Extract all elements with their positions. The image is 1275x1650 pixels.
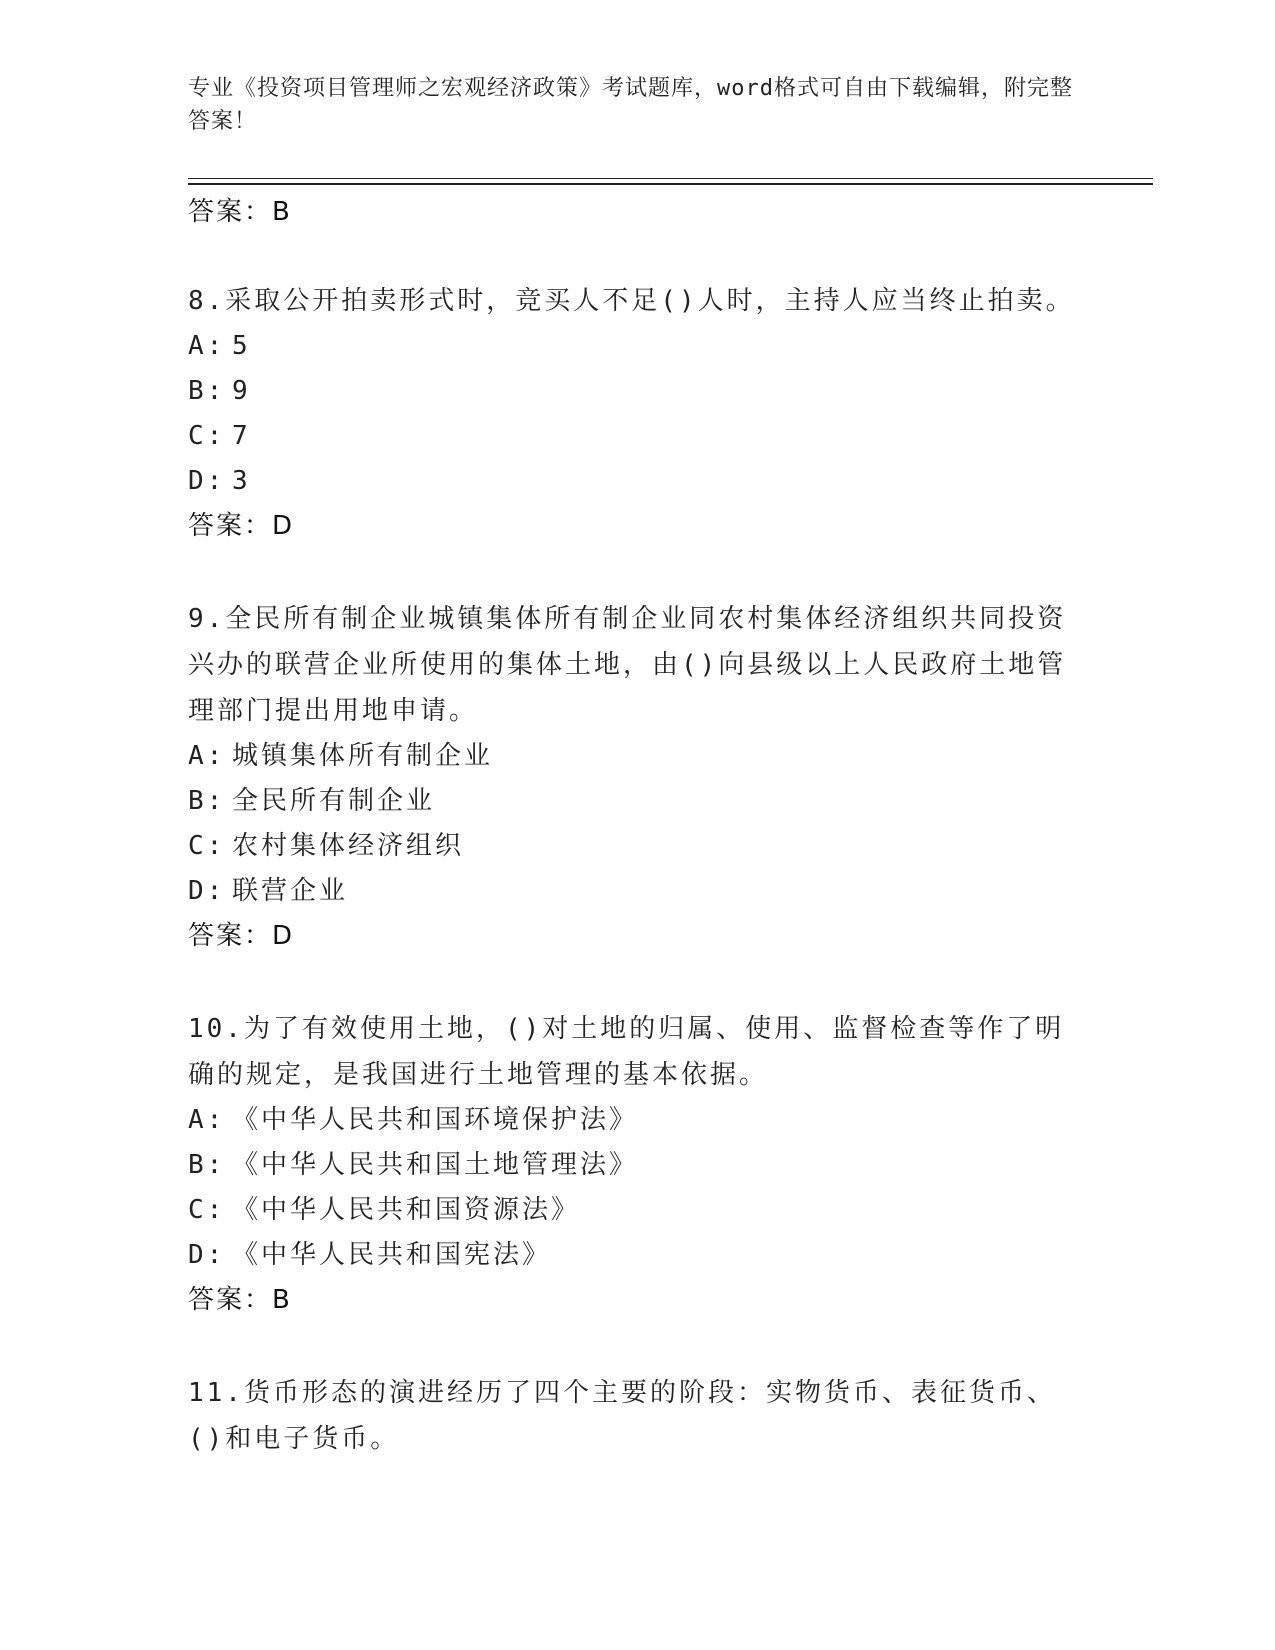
option-text: 7: [232, 421, 251, 451]
option-b: [188, 1143, 1088, 1188]
option-letter: B:: [188, 786, 226, 816]
header-rule-thick: [188, 183, 1153, 185]
question-stem: 9.全民所有制企业城镇集体所有制企业同农村集体经济组织共同投资兴办的联营企业所使用的集体土地，由()向县级以上人民政府土地管理部门提出用地申请。: [188, 604, 1067, 726]
option-c: [188, 414, 1088, 459]
question-list: [188, 190, 1088, 1462]
option-text: 《中华人民共和国土地管理法》: [232, 1150, 639, 1180]
option-text: 《中华人民共和国资源法》: [232, 1195, 581, 1225]
option-letter: C:: [188, 831, 226, 861]
option-letter: D:: [188, 1240, 226, 1270]
option-text: 城镇集体所有制企业: [232, 741, 494, 771]
option-d: [188, 1233, 1088, 1278]
option-b: [188, 369, 1088, 414]
option-letter: A:: [188, 1105, 226, 1135]
option-b: [188, 779, 1088, 824]
option-text: 联营企业: [232, 876, 349, 906]
option-text: 全民所有制企业: [232, 786, 436, 816]
option-a: [188, 324, 1088, 369]
document-header: 专业《投资项目管理师之宏观经济政策》考试题库，word格式可自由下载编辑，附完整答案！: [188, 76, 1073, 134]
answer-line: 答案：D: [188, 921, 295, 951]
option-text: 《中华人民共和国宪法》: [232, 1240, 552, 1270]
answer-line: 答案：D: [188, 511, 295, 541]
option-letter: A:: [188, 331, 226, 361]
option-letter: D:: [188, 466, 226, 496]
question-stem: 11.货币形态的演进经历了四个主要的阶段：实物货币、表征货币、()和电子货币。: [188, 1378, 1056, 1454]
option-text: 5: [232, 331, 251, 361]
option-text: 3: [232, 466, 251, 496]
answer-line: 答案：B: [188, 1285, 292, 1315]
option-letter: A:: [188, 741, 226, 771]
question-10: [188, 1006, 1088, 1322]
option-a: [188, 1098, 1088, 1143]
question-9: [188, 596, 1088, 958]
option-letter: B:: [188, 1150, 226, 1180]
question-stem: 10.为了有效使用土地，()对土地的归属、使用、监督检查等作了明确的规定，是我国进行土地管理的基本依据。: [188, 1014, 1065, 1090]
option-text: 9: [232, 376, 251, 406]
option-letter: B:: [188, 376, 226, 406]
option-letter: C:: [188, 1195, 226, 1225]
option-d: [188, 869, 1088, 914]
option-letter: C:: [188, 421, 226, 451]
question-stem: 8.采取公开拍卖形式时，竞买人不足()人时，主持人应当终止拍卖。: [188, 286, 1075, 316]
option-d: [188, 459, 1088, 504]
header-rule-thin: [188, 178, 1153, 179]
option-text: 农村集体经济组织: [232, 831, 465, 861]
question-11: [188, 1370, 1088, 1462]
option-text: 《中华人民共和国环境保护法》: [232, 1105, 639, 1135]
answer-line: 答案：B: [188, 197, 292, 227]
option-letter: D:: [188, 876, 226, 906]
option-c: [188, 824, 1088, 869]
option-c: [188, 1188, 1088, 1233]
option-a: [188, 734, 1088, 779]
question-8: [188, 278, 1088, 548]
